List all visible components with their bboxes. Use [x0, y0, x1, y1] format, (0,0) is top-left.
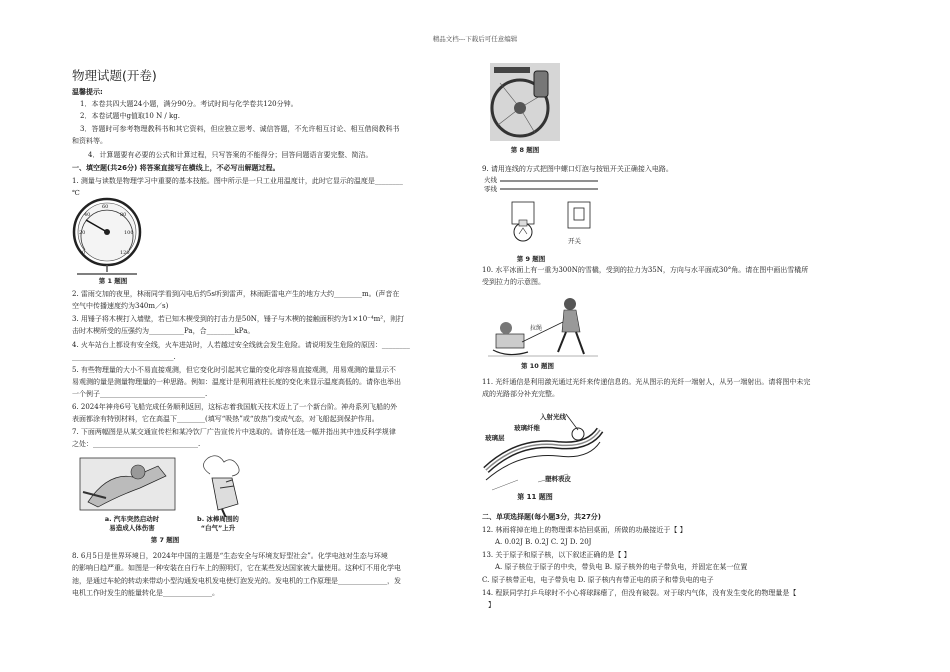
gauge-label-120: 120: [120, 250, 130, 256]
q5-line3: 一个例子______________________________.: [72, 390, 208, 398]
q7-line2: 之处：______________________________.: [72, 440, 201, 448]
q12-options: A. 0.02J B. 0.2J C. 2J D. 20J: [495, 538, 592, 546]
fig11-label-glass-fiber: 玻璃纤维: [514, 424, 540, 432]
fig10-sled-figure: [488, 292, 598, 362]
fig8-caption: 第 8 题图: [510, 146, 540, 154]
fig1-caption: 第 1 题图: [98, 277, 128, 285]
page-title: 物理试题(开卷): [72, 68, 157, 83]
q1-text: 1. 测量与读数是物理学习中重要的基本技能。图中所示是一只工业用温度计，此时它显示的温度是________: [72, 177, 403, 185]
section2-heading: 二、单项选择题(每小题3分，共27分): [482, 513, 602, 521]
fig7-caption: 第 7 题图: [150, 536, 180, 544]
q6-line1: 6. 2024年神舟6号飞船完成任务顺利返回，这标志着我国航天技术迈上了一个新台阶。神舟系列飞船的外: [72, 403, 398, 411]
q7-line1: 7. 下面两幅图是从某交通宣传栏和某冷饮厂广告宣传片中选取的。请你任选一幅并指出其中违反科学规律: [72, 428, 396, 436]
q10-line1: 10. 水平冰面上有一重为300N的雪橇，受到的拉力为35N，方向与水平面成30°角。请在图中画出雪橇所: [482, 266, 809, 274]
q2-line1: 2. 雷雨交加的夜里，林雨同学看到闪电后约5s听到雷声，林雨距雷电产生的地方大约________m。(声音在: [72, 290, 400, 298]
fig11-label-plastic: 塑料表皮: [545, 475, 571, 483]
thermometer-gauge-figure: [72, 196, 142, 276]
gauge-label-0: 0: [82, 250, 86, 256]
q10-line2: 受到拉力的示意图。: [482, 278, 545, 286]
fig9-caption: 第 9 题图: [516, 255, 546, 263]
q13-text: 13. 关于原子和原子核，以下叙述正确的是【 】: [482, 551, 631, 559]
tip-3: 3．答题时可参考物理教科书和其它资料，但应独立思考、诚信答题，不允许相互讨论、相互借阅教科书: [80, 125, 400, 133]
q2-line2: 空气中传播速度约为340m／s): [72, 302, 169, 310]
q14-text: 14. 程跃同学打乒乓球时不小心将球踩瘪了，但没有破裂。对于球内气体，没有发生变化的物理量是【: [482, 589, 797, 597]
q5-line1: 5. 有些物理量的大小不易直接观测，但它变化时引起其它量的变化却容易直接观测，用易观测的量显示不: [72, 366, 396, 374]
q4-line1: 4. 火车站台上都设有安全线，火车进站时，人若越过安全线就会发生危险。请说明发生危险的原因：________: [72, 341, 410, 349]
q14-bracket-end: 】: [488, 601, 495, 609]
tip-1: 1．本卷共四大题24小题，满分90分。考试时间与化学卷共120分钟。: [80, 100, 298, 108]
gauge-label-100: 100: [124, 230, 134, 236]
tips-heading: 温馨提示:: [72, 88, 103, 96]
q4-line2: _____________________________.: [72, 353, 176, 361]
gauge-label-80: 80: [120, 212, 127, 218]
q12-text: 12. 林雨将掉在地上的物理课本拾回桌面，所做的功最接近于【 】: [482, 526, 687, 534]
q3-line2: 击时木楔所受的压强约为__________Pa，合________kPa。: [72, 327, 255, 335]
q11-line1: 11. 光纤通信是利用激光通过光纤来传递信息的。光从图示的光纤一端射人，从另一端射出。请将图中未完: [482, 378, 811, 386]
fig10-caption: 第 10 题图: [520, 362, 555, 370]
page-header: 精品文档---下载后可任意编辑: [432, 35, 518, 43]
fig7a-caption-2: 易造成人体伤害: [109, 524, 155, 532]
switch-label: 开关: [568, 237, 581, 245]
fig8-photo: [490, 63, 560, 141]
fig11-caption: 第 11 题图: [517, 493, 553, 501]
fig7b-caption-2: “白气”上升: [200, 524, 236, 532]
tip-3-cont: 和资料等。: [72, 137, 107, 145]
fig11-label-incident: 入射光线: [540, 413, 566, 421]
q6-line2: 表面都涂有特别材料，它在高温下________(填写“吸热”或“放热”)变成气态，对飞船起到保护作用。: [72, 415, 379, 423]
q13-options-2: C. 原子核带正电，电子带负电 D. 原子核内有带正电的质子和带负电的电子: [482, 576, 714, 584]
gauge-label-20: 20: [79, 230, 86, 236]
q8-line2: 的影响日趋严重。如图是一种安装在自行车上的照明灯，它在某些发达国家被大量使用。这种灯不用化学电: [72, 564, 401, 572]
q13-options-1: A. 原子核位于原子的中央，带负电 B. 原子核外的电子带负电，并固定在某一位置: [495, 563, 748, 571]
gauge-label-40: 40: [84, 212, 91, 218]
fig7a-caption: a. 汽车突然启动时: [104, 515, 160, 523]
fig7b-caption: b. 冰棒周围的: [197, 515, 239, 523]
q8-line1: 8. 6月5日是世界环境日，2024年中国的主题是“生态安全与环境友好型社会”。化学电池对生态与环境: [72, 552, 388, 560]
fig11-label-glass-layer: 玻璃层: [485, 434, 505, 442]
tip-4: 4．计算题要有必要的公式和计算过程，只写答案的不能得分；回答问题语言要完整、简洁。: [88, 151, 373, 159]
q8-line3: 池，是通过车轮的转动来带动小型沟通发电机发电使灯泡发光的。发电机的工作原理是______________，发: [72, 577, 401, 585]
fig10-rope-label: 拉绳: [530, 325, 543, 332]
section1-heading: 一、填空题(共26分) 将答案直接写在横线上，不必写出解题过程。: [72, 164, 280, 172]
q5-line2: 易观测的量是测量物理量的一种思路。例如：温度计是利用液柱长度的变化来显示温度高低的。请你也举出: [72, 378, 401, 386]
zero-line-label: 零线: [484, 185, 497, 193]
gauge-label-60: 60: [102, 204, 109, 210]
fig9-circuit: [500, 176, 600, 256]
tip-2: 2．本卷试题中g值取10 N / kg.: [80, 112, 180, 120]
q3-line1: 3. 用锤子将木楔打入墙壁，若已知木楔受到的打击力是50N，锤子与木楔的接触面积约为1×10⁻⁴m²，则打: [72, 315, 405, 323]
q8-line4: 电机工作时发生的能量转化是______________。: [72, 589, 219, 597]
q1-unit: ℃: [72, 189, 80, 197]
fire-line-label: 火线: [484, 176, 497, 184]
q9-text: 9. 请用连线的方式把图中螺口灯泡与按钮开关正确接入电路。: [482, 165, 673, 173]
fig11-fiber-figure: [478, 410, 608, 495]
q11-line2: 成的光路部分补充完整。: [482, 390, 559, 398]
